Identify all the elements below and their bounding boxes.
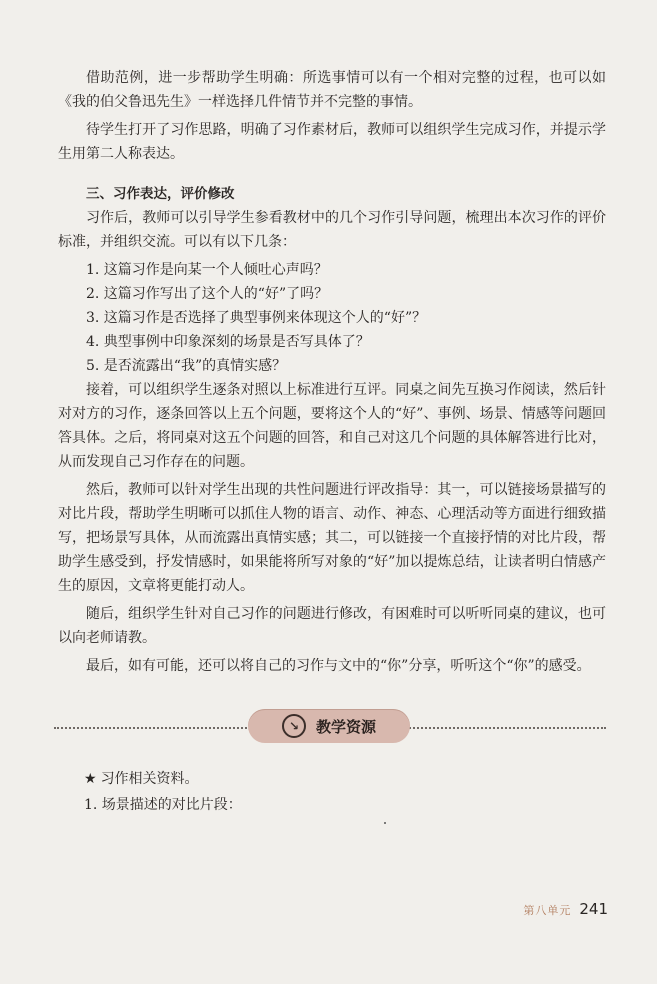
list-item: 2. 这篇习作写出了这个人的“好”了吗？ xyxy=(86,286,329,302)
criteria-list xyxy=(58,258,606,378)
resource-section-title: 教学资源 xyxy=(315,717,376,736)
paragraph: 最后，如有可能，还可以将自己的习作与文中的“你”分享，听听这个“你”的感受。 xyxy=(86,658,591,674)
body-text xyxy=(58,66,606,682)
resource-content xyxy=(84,766,584,818)
paragraph: 接着，可以组织学生逐条对照以上标准进行互评。同桌之间先互换习作阅读，然后针对对方的习作，逐条回答以上五个问题，要将这个人的“好”、事例、场景、情感等问题回答具体。之后，将同桌对这五个问题的回答，和自己对这几个问题的具体解答进行比对，从而发现自己习作存在的问题。 xyxy=(58,382,606,470)
list-item: 1. 这篇习作是向某一个人倾吐心声吗？ xyxy=(86,262,328,278)
page-footer xyxy=(523,900,608,918)
arrow-circle-icon: ↘ xyxy=(282,714,306,738)
paragraph: 随后，组织学生针对自己习作的问题进行修改，有困难时可以听听同桌的建议，也可以向老师请教。 xyxy=(58,606,606,646)
paragraph: 然后，教师可以针对学生出现的共性问题进行评改指导：其一，可以链接场景描写的对比片段，帮助学生明晰可以抓住人物的语言、动作、神态、心理活动等方面进行细致描写，把场景写具体，从而流露出真情实感；其二，可以链接一个直接抒情的对比片段，帮助学生感受到，抒发情感时，如果能将所写对象的“好”加以提炼总结，让读者明白情感产生的原因，文章将更能打动人。 xyxy=(58,482,606,594)
stray-dot xyxy=(384,822,386,824)
star-icon: ★ xyxy=(84,771,97,787)
page-number: 241 xyxy=(579,900,608,918)
resource-section-badge xyxy=(248,709,410,743)
list-item: 3. 这篇习作是否选择了典型事例来体现这个人的“好”？ xyxy=(86,310,427,326)
resource-item-text: 习作相关资料。 xyxy=(100,771,199,787)
unit-label: 第八单元 xyxy=(523,904,572,917)
list-item: 5. 是否流露出“我”的真情实感？ xyxy=(86,358,287,374)
section-heading: 三、习作表达，评价修改 xyxy=(86,186,235,202)
list-item: 4. 典型事例中印象深刻的场景是否写具体了？ xyxy=(86,334,370,350)
resource-item xyxy=(84,766,584,792)
paragraph: 借助范例，进一步帮助学生明确：所选事情可以有一个相对完整的过程，也可以如《我的伯父鲁迅先生》一样选择几件情节并不完整的事情。 xyxy=(58,70,606,110)
paragraph: 待学生打开了习作思路，明确了习作素材后，教师可以组织学生完成习作，并提示学生用第二人称表达。 xyxy=(58,122,606,162)
resource-subitem: 1. 场景描述的对比片段： xyxy=(84,797,242,813)
paragraph: 习作后，教师可以引导学生参看教材中的几个习作引导问题，梳理出本次习作的评价标准，并组织交流。可以有以下几条： xyxy=(58,210,606,250)
